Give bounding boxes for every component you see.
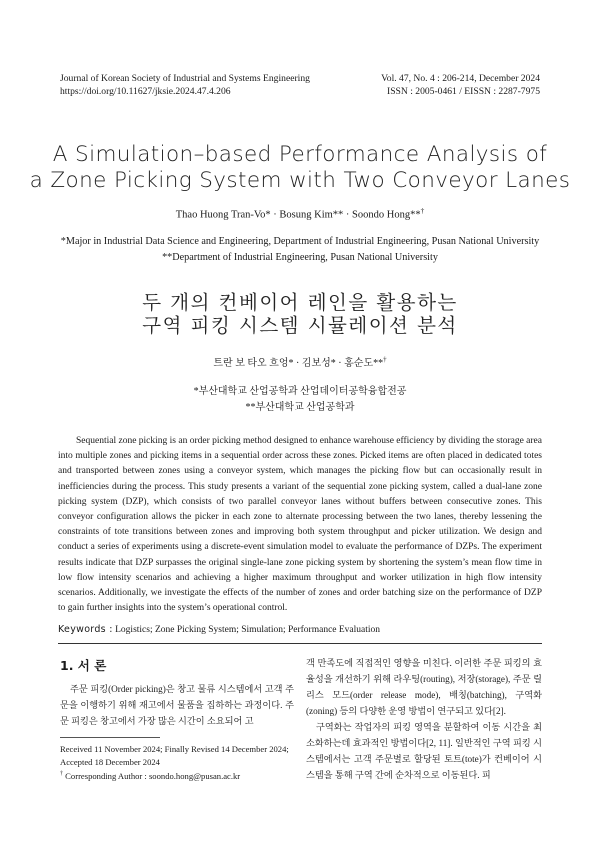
intro-paragraph-1: 주문 피킹(Order picking)은 창고 물류 시스템에서 고객 주문을 이행하기 위해 재고에서 물품을 집하하는 과정이다. 주문 피킹은 창고에서 가장 많은 시간이 소요되어 고 [60, 684, 294, 726]
abstract: Sequential zone picking is an order picking method designed to enhance warehouse efficiency by dividing the storage area into multiple zones and picking items in a sequential order across these zones. Picked items are often placed in dedicated totes and transported between zones using a conveyor system, which manages the picking flow but can occasionally result in inefficiencies during the process. This study presents a variant of the sequential zone picking system, called a dual-lane zone picking system (DZP), which consists of two parallel conveyor lanes without buffers between consecutive zones. This conveyor configuration allows the picker in each zone to alternate processing between the two lanes, thereby lessening the constraints of tote transitions between zones and improving both system throughput and picker utilization. We design and conduct a series of experiments using a discrete-event simulation model to evaluate the performance of DZPs. The experiment results indicate that DZP surpasses the original single-lane zone picking system by shortening the system’s mean flow time in low flow intensity scenarios and achieving a higher maximum throughput and worker utilization in high flow intensity scenarios. Additionally, we investigate the effects of the number of zones and order batching size on the performance of DZP to gain further insights into the system’s operational control. [58, 436, 542, 614]
paper-title-korean [0, 291, 600, 337]
title-ko-line2: 구역 피킹 시스템 시뮬레이션 분석 [142, 314, 458, 337]
corresponding-author: Corresponding Author : soondo.hong@pusan.ac.kr [65, 770, 241, 781]
paper-title-english [0, 142, 600, 194]
affiliations-korean [0, 384, 600, 416]
corresponding-mark: † [420, 206, 425, 215]
affiliation-en-1: *Major in Industrial Data Science and Engineering, Department of Industrial Engineering, Pusan National University [60, 236, 540, 247]
title-ko-line1: 두 개의 컨베이어 레인을 활용하는 [142, 291, 458, 314]
journal-header-right [381, 72, 540, 98]
section-divider [58, 643, 542, 644]
corresponding-mark-ko: † [383, 355, 387, 364]
body-column-right [306, 655, 542, 783]
intro-paragraph-2: 구역화는 작업자의 피킹 영역을 분할하여 이동 시간을 최소화하는데 효과적인 방법이다[2, 11]. 일반적인 구역 피킹 시스템에서는 고객 주문별로 할당된 토트(tote)가 컨베이어 시스템을 통해 구역 간에 순차적으로 이동된다. 피 [306, 722, 542, 780]
body-column-left [60, 681, 294, 729]
affiliation-ko-2: **부산대학교 산업공학과 [245, 402, 355, 413]
doi-link[interactable]: https://doi.org/10.11627/jksie.2024.47.4.206 [60, 86, 231, 97]
journal-name: Journal of Korean Society of Industrial and Systems Engineering [60, 73, 310, 84]
title-en-line1: A Simulation–based Performance Analysis of [52, 142, 548, 167]
issn-info: ISSN : 2005-0461 / EISSN : 2287-7975 [387, 86, 540, 97]
section-heading-introduction: 1. 서 론 [60, 658, 107, 673]
authors-ko-text: 트란 보 타오 흐엉* · 김보성* · 홍순도** [213, 358, 384, 369]
affiliation-ko-1: *부산대학교 산업공학과 산업데이터공학융합전공 [193, 386, 407, 397]
journal-header-left [60, 72, 310, 98]
affiliations-english [0, 234, 600, 266]
title-en-line2: a Zone Picking System with Two Conveyor Lanes [29, 168, 571, 193]
intro-paragraph-continued: 객 만족도에 직접적인 영향을 미친다. 이러한 주문 피킹의 효율성을 개선하기 위해 라우팅(routing), 저장(storage), 주문 릴리스 모드(order release mode), 배칭(batching), 구역화(zoning) 등의 다양한 운영 방법이 연구되고 있다[2]. [306, 658, 542, 716]
received-dates: Received 11 November 2024; Finally Revised 14 December 2024; Accepted 18 December 2024 [60, 744, 289, 767]
footnote [60, 743, 296, 782]
keywords-label: Keywords : [58, 624, 113, 635]
affiliation-en-2: **Department of Industrial Engineering, Pusan National University [162, 252, 438, 263]
volume-info: Vol. 47, No. 4 : 206-214, December 2024 [381, 73, 540, 84]
keywords-text: Logistics; Zone Picking System; Simulation; Performance Evaluation [115, 625, 381, 635]
authors-english [0, 206, 600, 221]
keywords [58, 624, 380, 635]
footnote-mark: † [60, 771, 64, 777]
authors-korean [0, 354, 600, 369]
footnote-divider [60, 737, 160, 738]
authors-en-text: Thao Huong Tran-Vo* · Bosung Kim** · Soondo Hong** [175, 209, 421, 221]
